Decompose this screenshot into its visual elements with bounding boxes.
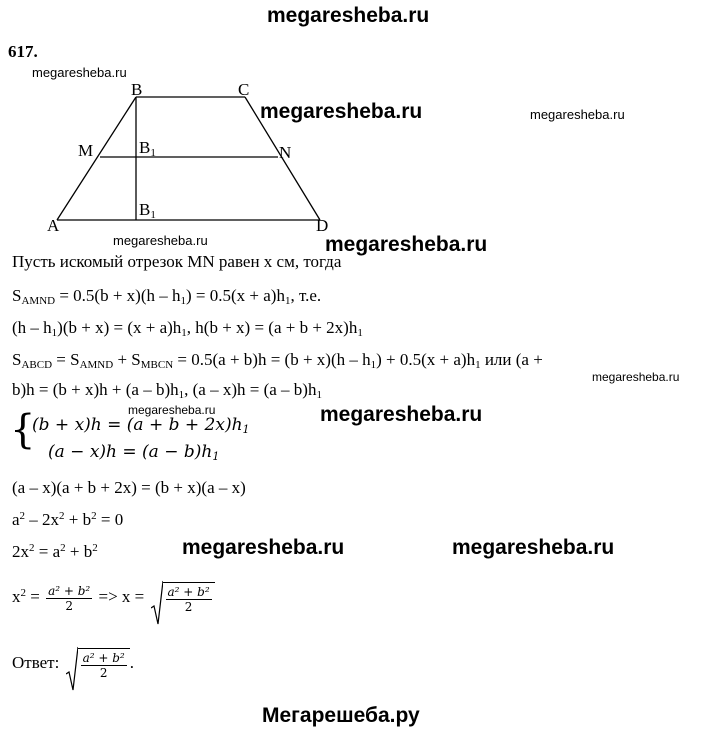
watermark: megaresheba.ru (530, 107, 625, 122)
system-equation-2: $(a - x)h = (a - b)h_1$ (48, 442, 220, 463)
point-b1-low-label: $B_1$ (139, 200, 156, 221)
watermark-bottom: Мегарешеба.ру (262, 704, 420, 727)
square-root: $\frac{\text{a² + b²}}{2}$ (151, 582, 215, 614)
system-equation-1: $(b + x)h = (a + b + 2x)h_1$ (32, 415, 250, 436)
vertex-c-label: C (238, 80, 250, 99)
point-m-label: M (78, 141, 94, 160)
equation-line-4: $b)h = (b + x)h + (a - b)h_1$, $(a - x)h = (a - b)h_1$ (12, 380, 322, 401)
watermark: megaresheba.ru (128, 403, 216, 417)
answer-square-root: $\frac{\text{a² + b²}}{2}$ (66, 648, 130, 680)
watermark-top: megaresheba.ru (267, 4, 430, 27)
equation-area-amnd: $S_{AMND} = 0.5(b + x)(h - h_1) = 0.5(x + a)h_1$, т.е. (12, 286, 322, 307)
equation-line-6: $a^2 - 2x^2 + b^2 = 0$ (12, 510, 124, 529)
watermark: megaresheba.ru (260, 100, 423, 123)
solution-intro: Пусть искомый отрезок MN равен x см, тогда (12, 252, 342, 271)
point-n-label: N (279, 143, 292, 162)
watermark: megaresheba.ru (592, 370, 680, 384)
equation-line-8: $x^2$ = $\frac{\text{a² + b²}}{2}$ => x = $\frac{\text{a² + b²}}{2}$ (12, 582, 215, 614)
vertex-d-label: D (316, 216, 329, 235)
watermark: megaresheba.ru (182, 536, 345, 559)
watermark: megaresheba.ru (32, 65, 127, 80)
watermark: megaresheba.ru (320, 403, 483, 426)
watermark: megaresheba.ru (113, 233, 208, 248)
vertex-a-label: A (47, 216, 60, 235)
trapezoid-figure (0, 0, 720, 260)
fraction: $\frac{\text{a² + b²}}{2}$ (48, 583, 91, 613)
vertex-b-label: B (131, 80, 143, 99)
system-brace: { (10, 407, 36, 453)
watermark: megaresheba.ru (452, 536, 615, 559)
equation-line-7: $2x^2 = a^2 + b^2$ (12, 542, 98, 561)
watermark: megaresheba.ru (325, 233, 488, 256)
point-b1-mid-label: $B_1$ (139, 138, 156, 159)
equation-line-2: $(h - h_1)(b + x) = (x + a)h_1$, $h(b + x) = (a + b + 2x)h_1$ (12, 318, 363, 339)
equation-area-abcd: $S_{ABCD} = S_{AMND} + S_{MBCN} = 0.5(a + b)h = (b + x)(h - h_1) + 0.5(x + a)h_1$ или (a + (12, 350, 543, 371)
equation-line-5: (a – x)(a + b + 2x) = (b + x)(a – x) (12, 478, 246, 497)
problem-number: 617. (8, 42, 38, 61)
answer-line: Ответ: $\frac{\text{a² + b²}}{2}$ . (12, 648, 134, 680)
